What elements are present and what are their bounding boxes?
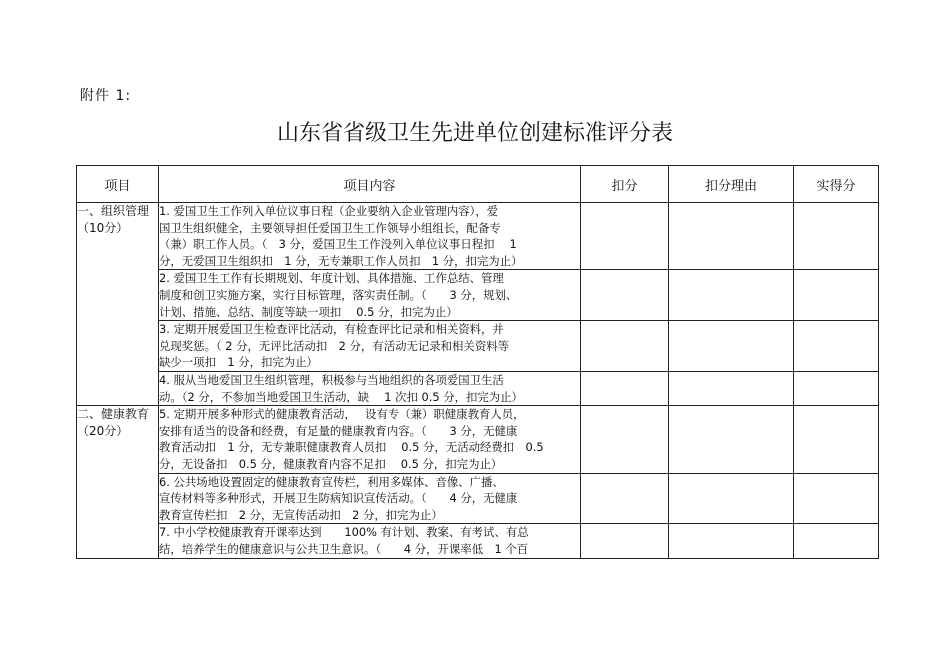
item-content-cell [159,473,581,524]
item-content-line: 5. 定期开展多种形式的健康教育活动， 设有专（兼）职健康教育人员， [159,407,525,422]
item-content-line: 1. 爱国卫生工作列入单位议事日程（企业要纳入企业管理内容），爱 [159,204,499,218]
item-content-cell [159,406,581,473]
score-cell [794,203,879,270]
col-header-content: 项目内容 [159,166,581,203]
item-content-cell [159,203,581,270]
item-content-line: 缺少一项扣 1 分，扣完为止） [159,355,318,370]
item-content-line: 计划、措施、总结、制度等缺一项扣 0.5 分，扣完为止） [159,304,458,319]
deduction-cell [581,203,669,270]
item-content-cell [159,524,581,559]
table-row [77,203,879,270]
reason-cell [669,406,794,473]
item-content-line: 安排有适当的设备和经费，有足量的健康教育内容。（ 3 分，无健康 [159,423,518,438]
reason-cell [669,524,794,559]
item-content-line: （兼）职工作人员。（ 3 分，爱国卫生工作没列入单位议事日程扣 1 [159,237,517,252]
table-row [77,371,879,405]
table-row [77,270,879,321]
item-content-cell [159,371,581,405]
item-content-line: 动。（2 分，不参加当地爱国卫生活动，缺 1 次扣 0.5 分，扣完为止） [159,389,523,404]
category-cell: 一、组织管理（10分） [77,203,159,406]
category-cell: 二、健康教育（20分） [77,406,159,559]
document-title: 山东省省级卫生先进单位创建标准评分表 [276,121,673,146]
table-row [77,406,879,473]
item-content-cell [159,270,581,321]
item-content-line: 兑现奖惩。（ 2 分，无评比活动扣 2 分，有活动无记录和相关资料等 [159,338,509,353]
table-row [77,524,879,559]
score-cell [794,406,879,473]
reason-cell [669,473,794,524]
col-header-item: 项目 [77,166,159,203]
deduction-cell [581,406,669,473]
item-content-line: 6. 公共场地设置固定的健康教育宣传栏，利用多媒体、音像、广播、 [159,474,504,489]
col-header-score: 实得分 [794,166,879,203]
col-header-deduction: 扣分 [581,166,669,203]
score-cell [794,270,879,321]
item-content-line: 结，培养学生的健康意识与公共卫生意识。（ 4 分，开课率低 1 个百 [159,541,529,556]
deduction-cell [581,270,669,321]
item-content-line: 宣传材料等多种形式，开展卫生防病知识宣传活动。（ 4 分，无健康 [159,491,518,506]
item-content-line: 制度和创卫实施方案，实行目标管理，落实责任制。（ 3 分，规划、 [159,287,518,302]
reason-cell [669,203,794,270]
table-row [77,473,879,524]
score-cell [794,524,879,559]
deduction-cell [581,321,669,372]
reason-cell [669,270,794,321]
item-content-line: 4. 服从当地爱国卫生组织管理，积极参与当地组织的各项爱国卫生活 [159,372,504,387]
item-content-line: 7. 中小学校健康教育开课率达到 100% 有计划、教案、有考试、有总 [159,525,529,540]
reason-cell [669,371,794,405]
item-content-line: 教育活动扣 1 分，无专兼职健康教育人员扣 0.5 分，无活动经费扣 0.5 [159,440,544,455]
table-header-row [77,166,879,203]
scoring-table [76,165,879,559]
reason-cell [669,321,794,372]
score-cell [794,321,879,372]
deduction-cell [581,524,669,559]
item-content-line: 分，无设备扣 0.5 分，健康教育内容不足扣 0.5 分，扣完为止） [159,456,503,471]
deduction-cell [581,473,669,524]
score-cell [794,473,879,524]
item-content-line: 3. 定期开展爱国卫生检查评比活动，有检查评比记录和相关资料，并 [159,322,504,337]
score-cell [794,371,879,405]
item-content-line: 国卫生组织健全，主要领导担任爱国卫生工作领导小组组长，配备专 [159,220,501,235]
deduction-cell [581,371,669,405]
table-row [77,321,879,372]
item-content-line: 2. 爱国卫生工作有长期规划、年度计划、具体措施、工作总结、管理 [159,271,504,286]
item-content-line: 教育宣传栏扣 2 分，无宣传活动扣 2 分，扣完为止） [159,507,443,522]
annex-label: 附件 1: [80,88,132,104]
item-content-line: 分，无爱国卫生组织扣 1 分，无专兼职工作人员扣 1 分，扣完为止） [159,253,523,268]
col-header-reason: 扣分理由 [669,166,794,203]
item-content-cell [159,321,581,372]
